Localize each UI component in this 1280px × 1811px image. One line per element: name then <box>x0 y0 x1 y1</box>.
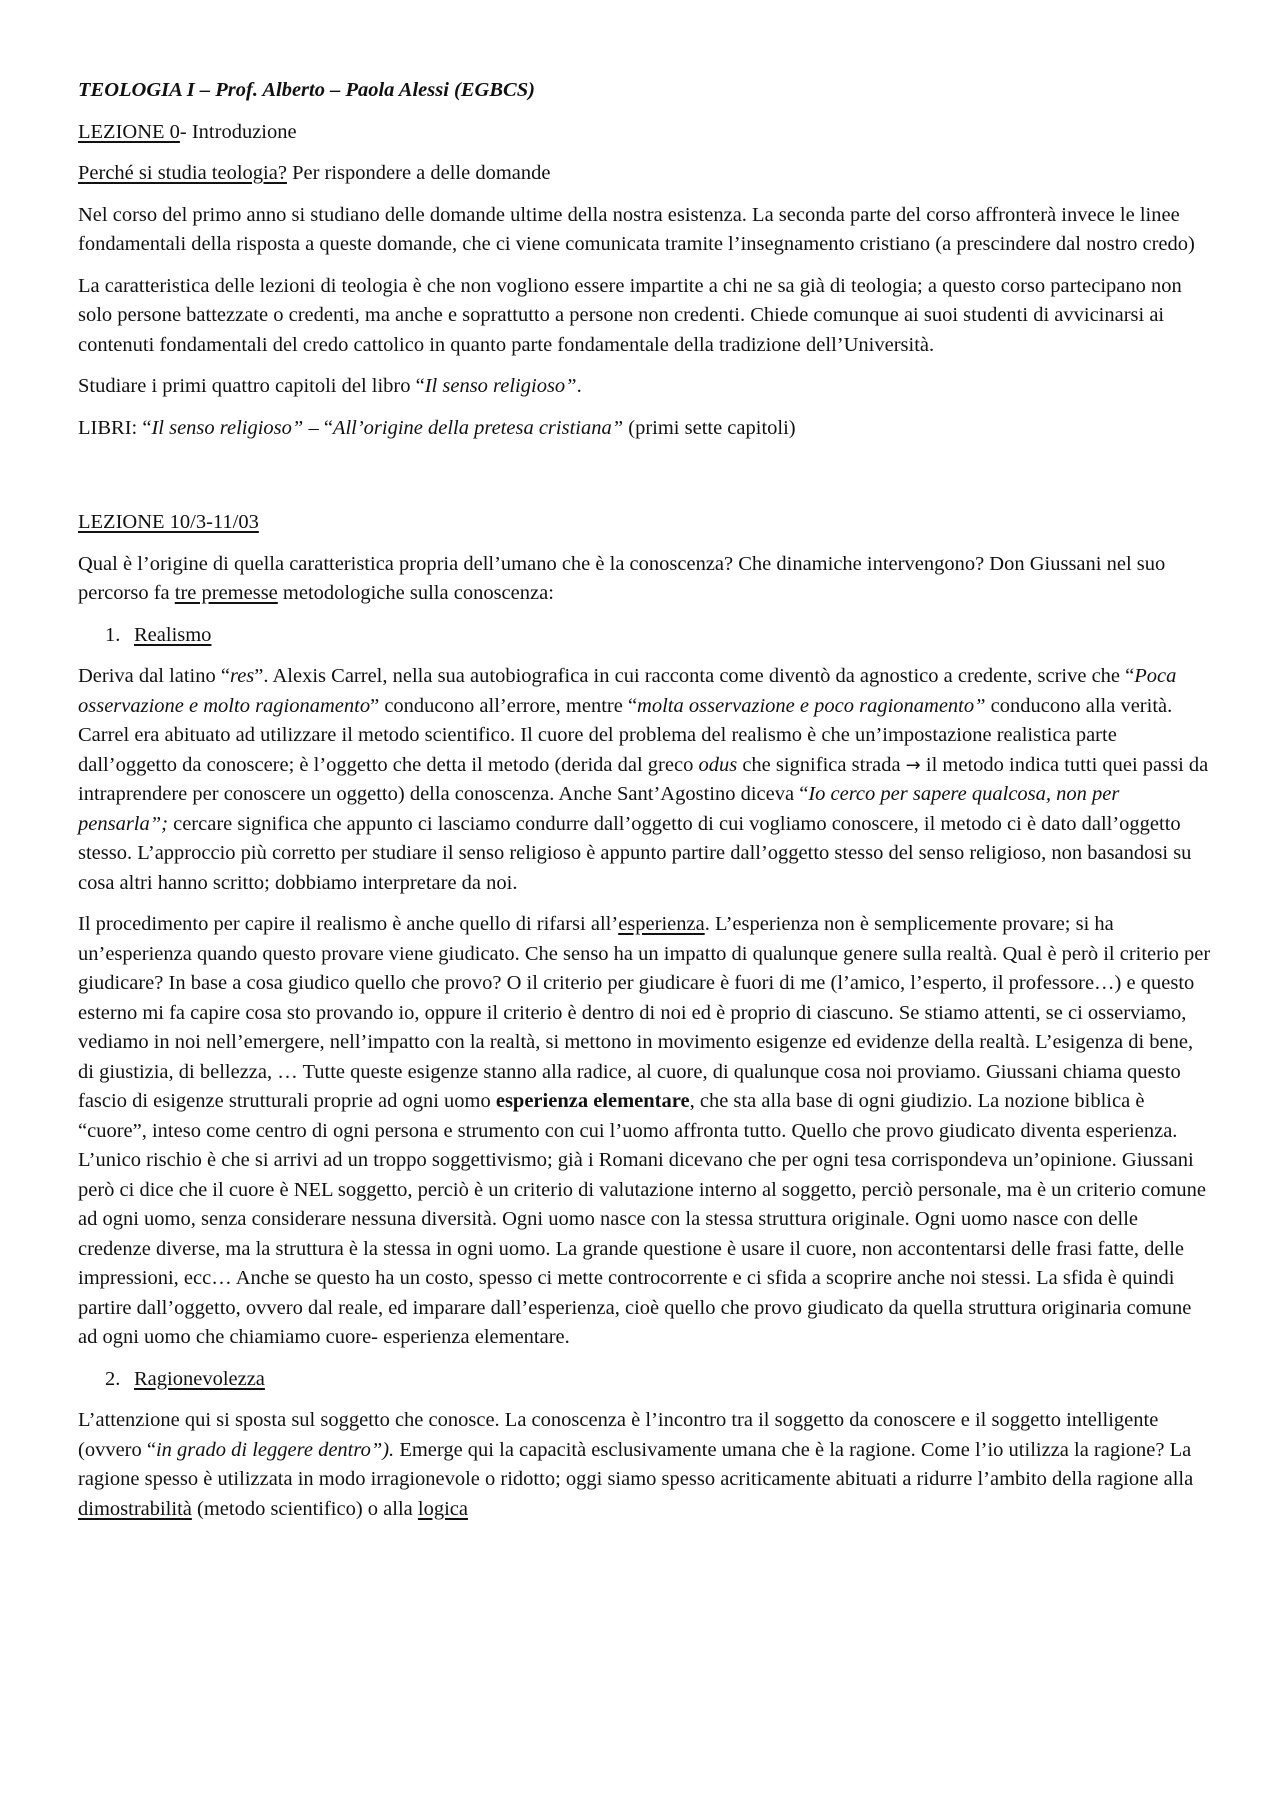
text-run: Deriva dal latino “ <box>78 665 230 687</box>
text-run: Emerge qui la capacità esclusivamente umana che è la ragione. Come l’io utilizza la ragione? La ragione spesso è utilizzata in modo irragionevole o ridotto; oggi siamo spesso acriticamente abituati a ridurre l’ambito della ragione alla <box>78 1438 1194 1490</box>
text-run: conducono alla verità. Carrel era abituato ad utilizzare il metodo scientifico. Il cuore del problema del realismo è che un’impostazione realistica parte dall’oggetto da conoscere; è l’oggetto che detta il metodo (derida dal greco <box>78 694 1173 776</box>
italic-run: Poca osservazione e molto ragionamento <box>78 665 1177 717</box>
text-run: . L’esperienza non è semplicemente provare; si ha un’esperienza quando questo provare viene giudicato. Che senso ha un impatto di qualunque genere sulla realtà. Qual è però il criterio per giudicare? In base a cosa giudico quello che provo? O il criterio per giudicare è fuori di me (l’amico, l’esperto, il professore…) e questo esterno mi fa capire cosa sto provando io, oppure il criterio è dentro di noi ed è proprio di ciascuno. Se stiamo attenti, se ci osserviamo, vediamo in noi nell’emergere, nell’impatto con la realtà, si mettono in movimento esigenze ed evidenze della realtà. L’esigenza di bene, di giustizia, di bellezza, … Tutte queste esigenze stanno alla radice, al cuore, di qualunque cosa noi proviamo. Giussani chiama questo fascio di esigenze strutturali proprie ad ogni uomo <box>78 913 1211 1112</box>
italic-run: in grado di leggere dentro”). <box>155 1438 395 1461</box>
paragraph <box>78 1406 1213 1524</box>
list-number: 1. <box>105 623 121 646</box>
paragraph: La caratteristica delle lezioni di teologia è che non vogliono essere impartite a chi ne sa già di teologia; a questo corso partecipano non solo persone battezzate o credenti, ma anche e soprattutto a persone non credenti. Chiede comunque ai suoi studenti di avvicinarsi ai contenuti fondamentali del credo cattolico in quanto parte fondamentale della tradizione dell’Università. <box>78 274 1182 356</box>
text-run: (primi sette capitoli) <box>623 416 796 439</box>
question-answer: Per rispondere a delle domande <box>286 162 551 184</box>
underlined-term: dimostrabilità <box>78 1497 192 1520</box>
list-item-realismo <box>78 621 1213 651</box>
book-title: Il senso religioso” <box>151 416 309 439</box>
arrow-icon: → <box>905 754 921 776</box>
text-run: il metodo indica tutti quei passi da intraprendere per conoscere un oggetto) della conoscenza. Anche Sant’Agostino diceva “ <box>78 753 1209 805</box>
document-title: TEOLOGIA I – Prof. Alberto – Paola Alessi (EGBCS) <box>78 79 535 101</box>
question-line <box>78 159 1213 189</box>
text-run: L’attenzione qui si sposta sul soggetto che conosce. La conoscenza è l’incontro tra il soggetto da conoscere e il soggetto intelligente (ovvero “ <box>78 1409 1159 1461</box>
paragraph <box>78 910 1213 1353</box>
lesson-0-label: LEZIONE 0 <box>78 120 180 143</box>
text-run: che significa strada <box>737 753 906 776</box>
text-run: ” conducono all’errore, mentre “ <box>370 694 638 717</box>
text-run: . <box>576 375 582 397</box>
text-run: (metodo scientifico) o alla <box>191 1497 418 1520</box>
underlined-term: esperienza <box>618 913 705 935</box>
list-number: 2. <box>105 1367 121 1390</box>
paragraph <box>78 550 1213 609</box>
document-page <box>78 76 1213 1536</box>
text-run: ”. Alexis Carrel, nella sua autobiografica in cui racconta come diventò da agnostico a credente, scrive che “ <box>254 665 1135 687</box>
paragraph <box>78 662 1213 898</box>
lesson-1-heading: LEZIONE 10/3-11/03 <box>78 511 259 533</box>
underlined-term: tre premesse <box>174 582 278 604</box>
text-run: metodologiche sulla conoscenza: <box>277 582 554 604</box>
lesson-0-subtitle: - Introduzione <box>179 120 297 143</box>
book-title: Il senso religioso” <box>424 375 577 397</box>
text-run: , che sta alla base di ogni giudizio. La nozione biblica è “cuore”, inteso come centro di ogni persona e strumento con cui l’uomo affronta tutto. Quello che provo giudicato diventa esperienza. L’unico rischio è che si arrivi ad un troppo soggettivismo; già i Romani dicevano che per ogni tesa corrispondeva un’opinione. Giussani però ci dice che il cuore è NEL soggetto, perciò è un criterio di valutazione interno al soggetto, perciò personale, ma è un criterio comune ad ogni uomo, senza considerare nessuna diversità. Ogni uomo nasce con la stessa struttura originale. Ogni uomo nasce con delle credenze diverse, ma la struttura è la stessa in ogni uomo. La grande questione è usare il cuore, non accontentarsi delle frasi fatte, delle impressioni, ecc… Anche se questo ha un costo, spesso ci mette controcorrente e ci sfida a scoprire anche noi stessi. La sfida è quindi partire dall’oggetto, ovvero dal reale, ed imparare dall’esperienza, cioè quello che provo giudicato da quella struttura originaria comune ad ogni uomo che chiamiamo cuore- esperienza elementare. <box>78 1090 1207 1348</box>
list-item-ragionevolezza <box>78 1365 1213 1395</box>
text-run: Qual è l’origine di quella caratteristica propria dell’umano che è la conoscenza? Che dinamiche intervengono? Don Giussani nel suo percorso fa <box>78 552 1166 604</box>
books-line <box>78 414 1213 444</box>
lesson-0-heading <box>78 118 1213 148</box>
italic-run: res <box>229 665 255 687</box>
underlined-term: logica <box>417 1497 468 1520</box>
question-underlined: Perché si studia teologia? <box>78 162 287 184</box>
text-run: Studiare i primi quattro capitoli del libro “ <box>78 375 425 397</box>
study-note <box>78 372 1213 402</box>
list-label: Realismo <box>134 623 212 646</box>
text-run: LIBRI: “ <box>78 416 152 439</box>
italic-run: odus <box>698 753 738 776</box>
italic-run: Io cerco per sapere qualcosa, non per pensarla”; <box>78 783 1120 835</box>
list-label: Ragionevolezza <box>134 1367 265 1390</box>
book-title: All’origine della pretesa cristiana” <box>332 416 624 439</box>
bold-term: esperienza elementare <box>495 1090 690 1112</box>
section-spacer <box>78 455 1213 508</box>
text-run: – “ <box>308 416 333 439</box>
text-run: Il procedimento per capire il realismo è anche quello di rifarsi all’ <box>78 913 619 935</box>
text-run: cercare significa che appunto ci lasciamo condurre dall’oggetto di cui vogliamo conoscere, il metodo ci è dato dall’oggetto stesso. L’approccio più corretto per studiare il senso religioso è appunto partire dall’oggetto stesso del senso religioso, non basandosi su cosa altri hanno scritto; dobbiamo interpretare da noi. <box>78 812 1192 894</box>
paragraph: Nel corso del primo anno si studiano delle domande ultime della nostra esistenza. La seconda parte del corso affronterà invece le linee fondamentali della risposta a queste domande, che ci viene comunicata tramite l’insegnamento cristiano (a prescindere dal nostro credo) <box>78 203 1195 255</box>
italic-run: molta osservazione e poco ragionamento” <box>637 694 986 717</box>
